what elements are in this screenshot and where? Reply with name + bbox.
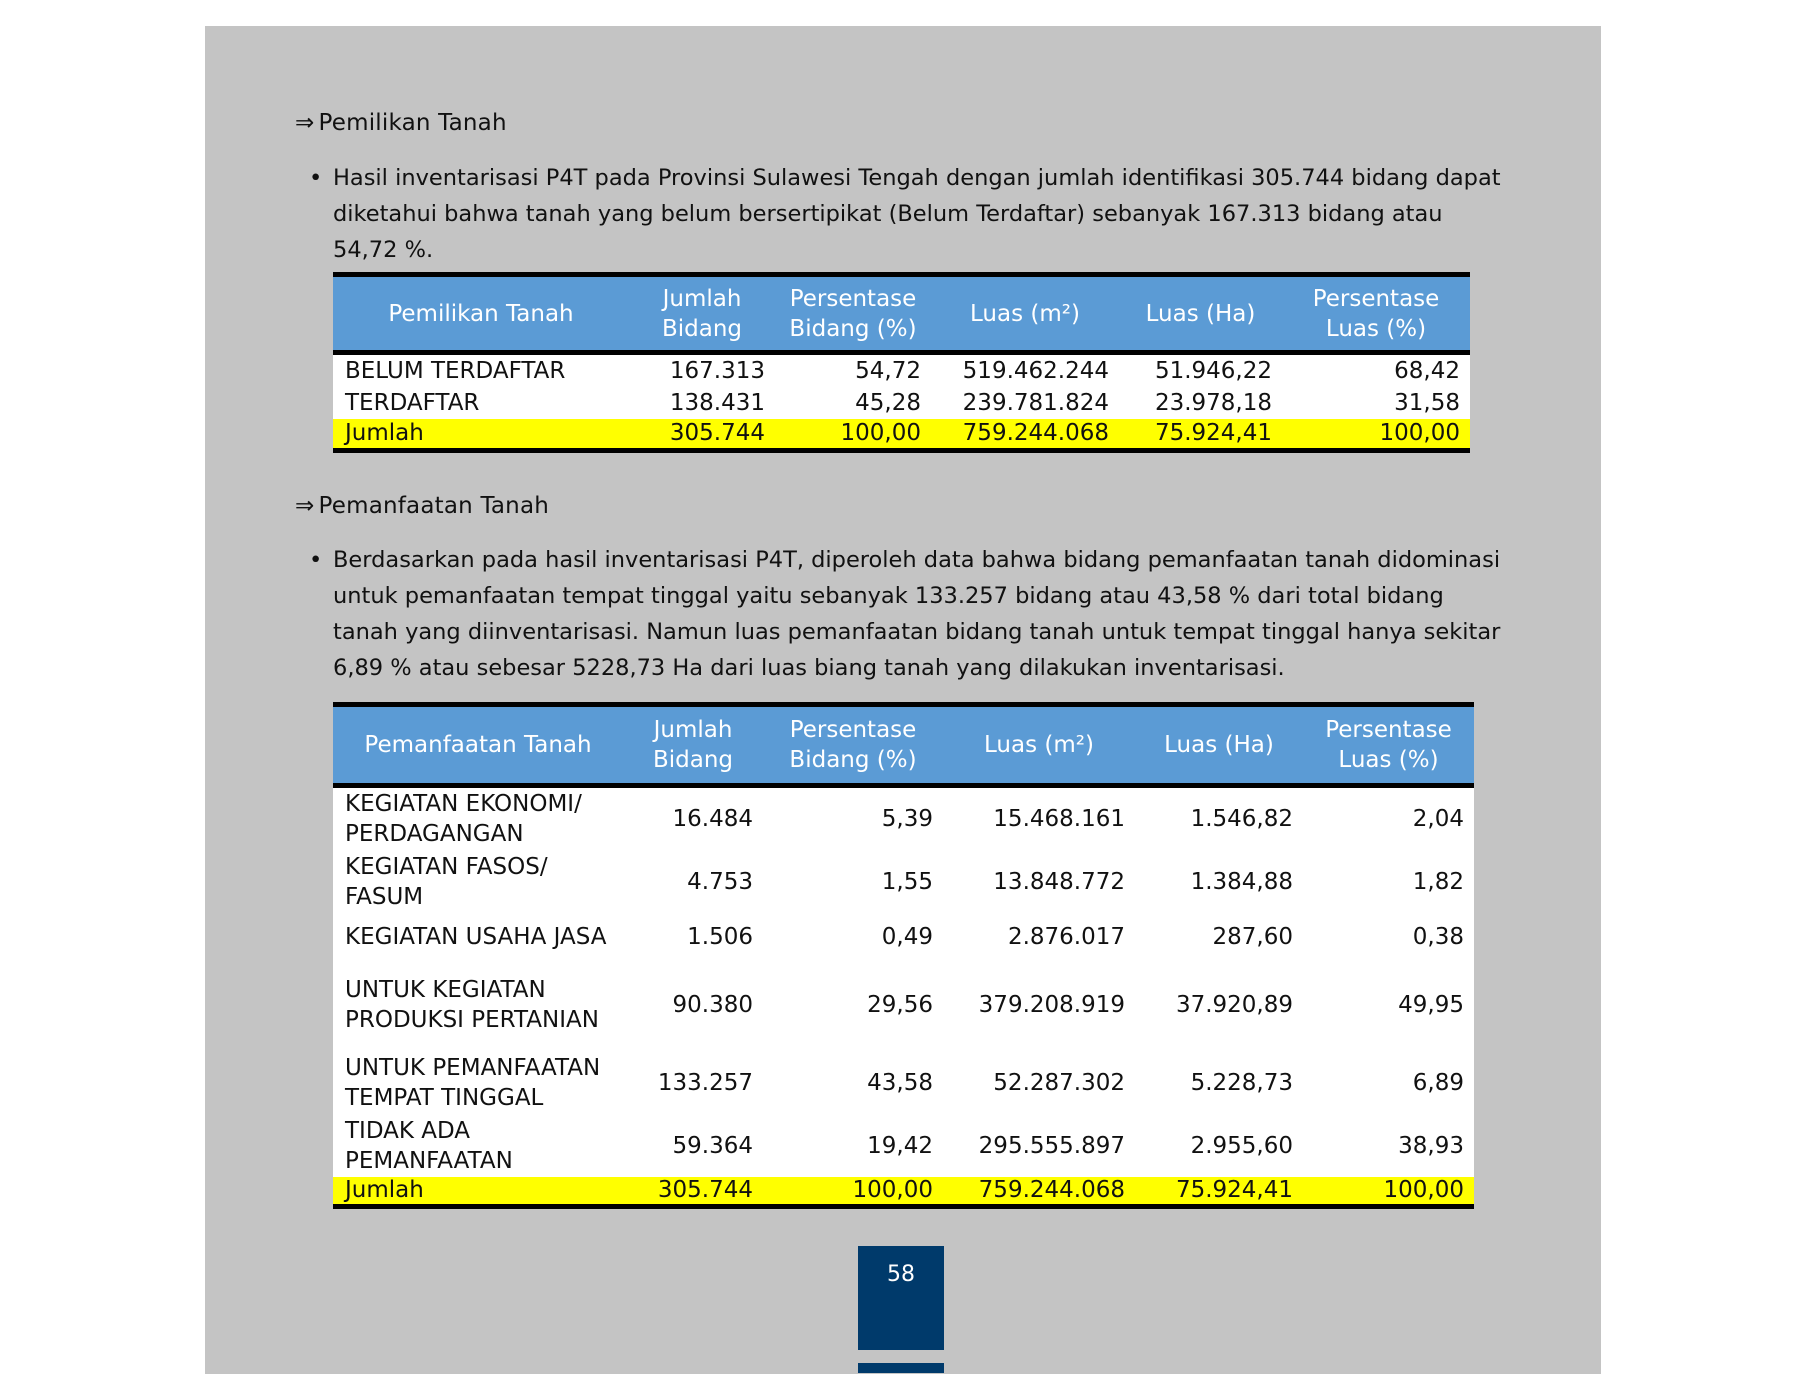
cell: 0,49: [763, 914, 943, 960]
arrow-icon: ⇒: [295, 493, 315, 519]
column-header: Luas (m²): [943, 705, 1135, 786]
cell: 519.462.244: [931, 353, 1119, 387]
cell: 305.744: [623, 1177, 763, 1207]
cell: 1.506: [623, 914, 763, 960]
cell: 2.955,60: [1135, 1115, 1303, 1177]
cell: 19,42: [763, 1115, 943, 1177]
cell: 43,58: [763, 1051, 943, 1115]
cell: 90.380: [623, 960, 763, 1051]
cell: 51.946,22: [1119, 353, 1282, 387]
table-row: [333, 1115, 1474, 1177]
heading-text: Pemanfaatan Tanah: [318, 493, 550, 519]
cell: 1,82: [1303, 850, 1474, 914]
cell: 38,93: [1303, 1115, 1474, 1177]
table-row: [333, 914, 1474, 960]
table-row: [333, 353, 1470, 387]
document-page: [205, 26, 1601, 1374]
cell: 45,28: [775, 387, 931, 419]
cell: 4.753: [623, 850, 763, 914]
section-heading-pemilikan: [295, 110, 507, 136]
cell: 1.384,88: [1135, 850, 1303, 914]
cell: 100,00: [1303, 1177, 1474, 1207]
cell: 15.468.161: [943, 786, 1135, 850]
cell: UNTUK PEMANFAATAN TEMPAT TINGGAL: [333, 1051, 623, 1115]
section-heading-pemanfaatan: [295, 493, 549, 519]
paragraph-text: Berdasarkan pada hasil inventarisasi P4T, diperoleh data bahwa bidang pemanfaatan tanah didominasi untuk pemanfaatan tempat tinggal yaitu sebanyak 133.257 bidang atau 43,58 % dari total bidang tanah yang diinventarisasi. Namun luas pemanfaatan bidang tanah untuk tempat tinggal hanya sekitar 6,89 % atau sebesar 5228,73 Ha dari luas biang tanah yang dilakukan inventarisasi.: [333, 547, 1501, 681]
cell: Jumlah: [333, 419, 629, 451]
table-header-row: [333, 275, 1470, 353]
cell: BELUM TERDAFTAR: [333, 353, 629, 387]
paragraph-pemanfaatan: [309, 542, 1503, 686]
cell: 75.924,41: [1135, 1177, 1303, 1207]
table-total-row: [333, 419, 1470, 451]
cell: 0,38: [1303, 914, 1474, 960]
cell: 1.546,82: [1135, 786, 1303, 850]
bullet-icon: •: [309, 547, 323, 573]
badge-foot: [858, 1363, 944, 1373]
cell: 16.484: [623, 786, 763, 850]
cell: 29,56: [763, 960, 943, 1051]
column-header: Persentase Luas (%): [1282, 275, 1470, 353]
column-header: Persentase Luas (%): [1303, 705, 1474, 786]
bullet-icon: •: [309, 165, 323, 191]
cell: 138.431: [629, 387, 775, 419]
cell: 239.781.824: [931, 387, 1119, 419]
cell: KEGIATAN EKONOMI/ PERDAGANGAN: [333, 786, 623, 850]
cell: 1,55: [763, 850, 943, 914]
cell: 100,00: [1282, 419, 1470, 451]
cell: 49,95: [1303, 960, 1474, 1051]
cell: 13.848.772: [943, 850, 1135, 914]
cell: 305.744: [629, 419, 775, 451]
cell: 167.313: [629, 353, 775, 387]
cell: 379.208.919: [943, 960, 1135, 1051]
table-total-row: [333, 1177, 1474, 1207]
cell: 75.924,41: [1119, 419, 1282, 451]
column-header: Persentase Bidang (%): [775, 275, 931, 353]
cell: 23.978,18: [1119, 387, 1282, 419]
paragraph-text: Hasil inventarisasi P4T pada Provinsi Sulawesi Tengah dengan jumlah identifikasi 305.744 bidang dapat diketahui bahwa tanah yang belum bersertipikat (Belum Terdaftar) sebanyak 167.313 bidang atau 54,72 %.: [333, 165, 1501, 263]
cell: 59.364: [623, 1115, 763, 1177]
column-header: Pemanfaatan Tanah: [333, 705, 623, 786]
cell: KEGIATAN USAHA JASA: [333, 914, 623, 960]
table-row: [333, 786, 1474, 850]
column-header: Luas (Ha): [1135, 705, 1303, 786]
cell: TERDAFTAR: [333, 387, 629, 419]
cell: 295.555.897: [943, 1115, 1135, 1177]
paragraph-pemilikan: [309, 160, 1503, 268]
column-header: Jumlah Bidang: [629, 275, 775, 353]
heading-text: Pemilikan Tanah: [318, 110, 507, 136]
table-row: [333, 1051, 1474, 1115]
cell: 287,60: [1135, 914, 1303, 960]
cell: 6,89: [1303, 1051, 1474, 1115]
column-header: Luas (m²): [931, 275, 1119, 353]
cell: 68,42: [1282, 353, 1470, 387]
cell: 37.920,89: [1135, 960, 1303, 1051]
cell: 31,58: [1282, 387, 1470, 419]
cell: Jumlah: [333, 1177, 623, 1207]
column-header: Luas (Ha): [1119, 275, 1282, 353]
cell: 100,00: [775, 419, 931, 451]
cell: KEGIATAN FASOS/ FASUM: [333, 850, 623, 914]
table-row: [333, 387, 1470, 419]
cell: 5.228,73: [1135, 1051, 1303, 1115]
table-row: [333, 850, 1474, 914]
page-number-badge: [858, 1246, 944, 1356]
cell: 759.244.068: [931, 419, 1119, 451]
table-pemanfaatan-tanah: [333, 702, 1474, 1209]
column-header: Jumlah Bidang: [623, 705, 763, 786]
column-header: Pemilikan Tanah: [333, 275, 629, 353]
cell: 2,04: [1303, 786, 1474, 850]
cell: 52.287.302: [943, 1051, 1135, 1115]
arrow-icon: ⇒: [295, 110, 315, 136]
cell: 5,39: [763, 786, 943, 850]
cell: 54,72: [775, 353, 931, 387]
cell: UNTUK KEGIATAN PRODUKSI PERTANIAN: [333, 960, 623, 1051]
table-row: [333, 960, 1474, 1051]
column-header: Persentase Bidang (%): [763, 705, 943, 786]
page-number: 58: [887, 1262, 915, 1287]
table-header-row: [333, 705, 1474, 786]
cell: 133.257: [623, 1051, 763, 1115]
cell: 100,00: [763, 1177, 943, 1207]
cell: 759.244.068: [943, 1177, 1135, 1207]
cell: TIDAK ADA PEMANFAATAN: [333, 1115, 623, 1177]
cell: 2.876.017: [943, 914, 1135, 960]
table-pemilikan-tanah: [333, 272, 1470, 453]
badge-stripe: [858, 1350, 944, 1357]
